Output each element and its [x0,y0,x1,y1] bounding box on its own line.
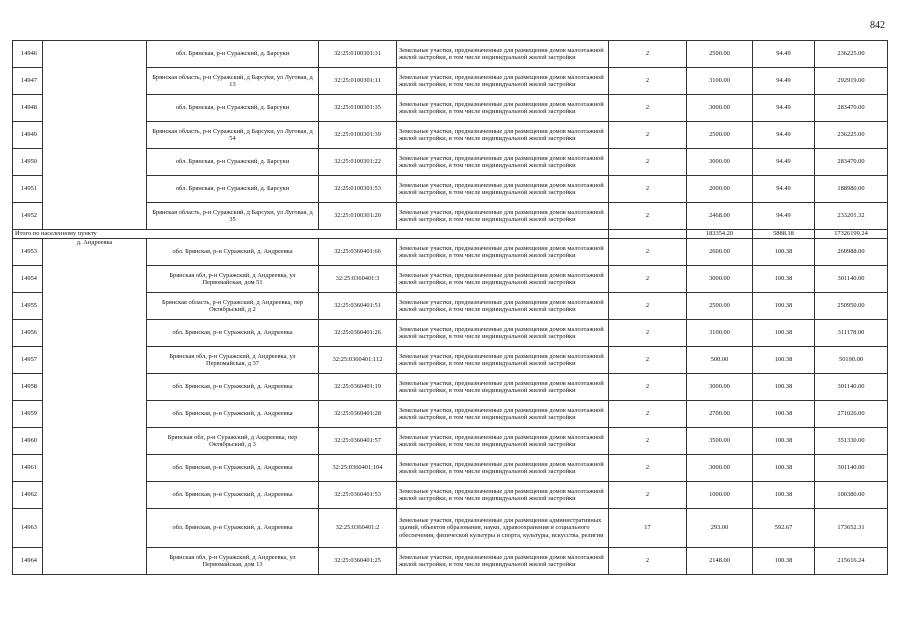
rate-value: 100.38 [753,401,815,428]
rate-value: 592.67 [753,509,815,548]
address-cell: обл. Брянская, р-н Суражский, д. Андреевка [147,482,319,509]
row-id: 14962 [13,482,43,509]
land-category: Земельные участки, предназначенные для размещения домов малоэтажной жилой застройки, в том числе индивидуальной жилой застройки [397,122,609,149]
group-number: 17 [609,509,687,548]
land-category: Земельные участки, предназначенные для размещения домов малоэтажной жилой застройки, в том числе индивидуальной жилой застройки [397,401,609,428]
row-id: 14949 [13,122,43,149]
group-number: 2 [609,176,687,203]
address-cell: обл. Брянская, р-н Суражский, д. Андреевка [147,401,319,428]
cadastral-number: 32:25:0360401:53 [319,482,397,509]
total-group-cell [609,230,687,239]
cadastral-value: 188980.00 [815,176,888,203]
area-value: 2700.00 [687,401,753,428]
cadastral-value: 292919.00 [815,68,888,95]
cadastral-number: 32:25:0360401:28 [319,401,397,428]
cadastral-value: 311178.00 [815,320,888,347]
land-category: Земельные участки, предназначенные для размещения домов малоэтажной жилой застройки, в том числе индивидуальной жилой застройки [397,320,609,347]
cadastral-value: 283470.00 [815,95,888,122]
area-value: 2000.00 [687,176,753,203]
total-rate: 5888.18 [753,230,815,239]
cadastral-number: 32:25:0100301:53 [319,176,397,203]
address-cell: обл. Брянская, р-н Суражский, д. Андреевка [147,320,319,347]
address-cell: обл. Брянская, р-н Суражский, д. Барсуки [147,149,319,176]
rate-value: 100.38 [753,548,815,575]
address-cell: обл. Брянская, р-н Суражский, д. Барсуки [147,95,319,122]
rate-value: 94.49 [753,95,815,122]
area-value: 2500.00 [687,122,753,149]
area-value: 2148.00 [687,548,753,575]
area-value: 2600.00 [687,239,753,266]
cadastral-number: 32:25:0360401:25 [319,548,397,575]
land-category: Земельные участки, предназначенные для размещения административных зданий, объектов образования, науки, здравоохранения и социального обеспечения, физической культуры и спорта, культуры, искусства, религии [397,509,609,548]
cadastral-number: 32:25:0100301:11 [319,68,397,95]
cadastral-value: 250950.00 [815,293,888,320]
row-id: 14958 [13,374,43,401]
land-category: Земельные участки, предназначенные для размещения домов малоэтажной жилой застройки, в том числе индивидуальной жилой застройки [397,548,609,575]
group-number: 2 [609,41,687,68]
cadastral-number: 32:25:0360401:51 [319,293,397,320]
group-number: 2 [609,68,687,95]
rate-value: 100.38 [753,482,815,509]
group-number: 2 [609,239,687,266]
row-id: 14954 [13,266,43,293]
rate-value: 100.38 [753,239,815,266]
row-id: 14960 [13,428,43,455]
land-category: Земельные участки, предназначенные для размещения домов малоэтажной жилой застройки, в том числе индивидуальной жилой застройки [397,239,609,266]
area-value: 3000.00 [687,374,753,401]
total-label: Итого по населенному пункту [13,230,609,239]
cadastral-value: 301140.00 [815,374,888,401]
address-cell: обл. Брянская, р-н Суражский, д. Барсуки [147,41,319,68]
cadastral-value: 283470.00 [815,149,888,176]
area-value: 2500.00 [687,293,753,320]
table-row [13,239,888,266]
cadastral-number: 32:25:0360401:2 [319,509,397,548]
cadastral-value-table [12,40,888,575]
area-value: 293.00 [687,509,753,548]
cadastral-value: 215616.24 [815,548,888,575]
row-id: 14946 [13,41,43,68]
group-number: 2 [609,548,687,575]
page-number: 842 [870,20,885,31]
land-category: Земельные участки, предназначенные для размещения домов малоэтажной жилой застройки, в том числе индивидуальной жилой застройки [397,41,609,68]
row-id: 14953 [13,239,43,266]
cadastral-value: 301140.00 [815,266,888,293]
cadastral-number: 32:25:0100301:31 [319,41,397,68]
cadastral-number: 32:25:0360401:26 [319,320,397,347]
group-number: 2 [609,95,687,122]
cadastral-value: 260988.00 [815,239,888,266]
rate-value: 100.38 [753,428,815,455]
cadastral-number: 32:25:0360401:19 [319,374,397,401]
cadastral-number: 32:25:0100301:35 [319,95,397,122]
locality-cell [43,41,147,230]
total-area: 183354.20 [687,230,753,239]
area-value: 3100.00 [687,320,753,347]
area-value: 3000.00 [687,149,753,176]
address-cell: Брянская обл, р-н Суражский, д Андреевка, ул Первомайская, дом 13 [147,548,319,575]
area-value: 3500.00 [687,428,753,455]
group-number: 2 [609,455,687,482]
area-value: 2468.00 [687,203,753,230]
row-id: 14961 [13,455,43,482]
row-id: 14950 [13,149,43,176]
row-id: 14947 [13,68,43,95]
cadastral-value: 173652.31 [815,509,888,548]
cadastral-number: 32:25:0360401:104 [319,455,397,482]
address-cell: обл. Брянская, р-н Суражский, д. Андреевка [147,509,319,548]
rate-value: 100.38 [753,455,815,482]
locality-total-row [13,230,888,239]
area-value: 3000.00 [687,266,753,293]
address-cell: обл. Брянская, р-н Суражский, д. Барсуки [147,176,319,203]
cadastral-value: 271026.00 [815,401,888,428]
cadastral-value: 236225.00 [815,122,888,149]
group-number: 2 [609,266,687,293]
address-cell: обл. Брянская, р-н Суражский, д. Андреевка [147,239,319,266]
locality-cell: д. Андреевка [43,239,147,575]
area-value: 3000.00 [687,455,753,482]
address-cell: обл. Брянская, р-н Суражский, д. Андреевка [147,455,319,482]
rate-value: 100.38 [753,347,815,374]
cadastral-number: 32:25:0100301:20 [319,203,397,230]
cadastral-number: 32:25:0360401:66 [319,239,397,266]
cadastral-number: 32:25:0360401:112 [319,347,397,374]
land-category: Земельные участки, предназначенные для размещения домов малоэтажной жилой застройки, в том числе индивидуальной жилой застройки [397,374,609,401]
rate-value: 94.49 [753,122,815,149]
rate-value: 100.38 [753,374,815,401]
cadastral-value: 50190.00 [815,347,888,374]
address-cell: обл. Брянская, р-н Суражский, д. Андреевка [147,374,319,401]
area-value: 3100.00 [687,68,753,95]
group-number: 2 [609,122,687,149]
group-number: 2 [609,149,687,176]
cadastral-value: 351330.00 [815,428,888,455]
total-value: 17326199.24 [815,230,888,239]
area-value: 2500.00 [687,41,753,68]
rate-value: 100.38 [753,293,815,320]
land-category: Земельные участки, предназначенные для размещения домов малоэтажной жилой застройки, в том числе индивидуальной жилой застройки [397,203,609,230]
rate-value: 100.38 [753,266,815,293]
land-category: Земельные участки, предназначенные для размещения домов малоэтажной жилой застройки, в том числе индивидуальной жилой застройки [397,482,609,509]
area-value: 500.00 [687,347,753,374]
cadastral-number: 32:25:0100301:22 [319,149,397,176]
rate-value: 94.49 [753,149,815,176]
group-number: 2 [609,320,687,347]
group-number: 2 [609,401,687,428]
address-cell: Брянская обл, р-н Суражский, д Андреевка, ул Первомайская, д 37 [147,347,319,374]
cadastral-value: 100380.00 [815,482,888,509]
land-category: Земельные участки, предназначенные для размещения домов малоэтажной жилой застройки, в том числе индивидуальной жилой застройки [397,266,609,293]
land-category: Земельные участки, предназначенные для размещения домов малоэтажной жилой застройки, в том числе индивидуальной жилой застройки [397,428,609,455]
group-number: 2 [609,482,687,509]
land-category: Земельные участки, предназначенные для размещения домов малоэтажной жилой застройки, в том числе индивидуальной жилой застройки [397,68,609,95]
address-cell: Брянская область, р-н Суражский, д Барсуки, ул Луговая, д 35 [147,203,319,230]
row-id: 14963 [13,509,43,548]
group-number: 2 [609,428,687,455]
area-value: 3000.00 [687,95,753,122]
cadastral-number: 32:25:0100301:39 [319,122,397,149]
address-cell: Брянская область, р-н Суражский, д Барсуки, ул Луговая, д 13 [147,68,319,95]
group-number: 2 [609,203,687,230]
row-id: 14964 [13,548,43,575]
rate-value: 100.38 [753,320,815,347]
address-cell: Брянская обл, р-н Суражский, д Андреевка, ул Первомайская, дом 51 [147,266,319,293]
area-value: 1000.00 [687,482,753,509]
cadastral-value: 233201.32 [815,203,888,230]
cadastral-value: 301140.00 [815,455,888,482]
address-cell: Брянская область, р-н Суражский, д Барсуки, ул Луговая, д 54 [147,122,319,149]
group-number: 2 [609,347,687,374]
land-category: Земельные участки, предназначенные для размещения домов малоэтажной жилой застройки, в том числе индивидуальной жилой застройки [397,176,609,203]
row-id: 14948 [13,95,43,122]
address-cell: Брянская обл, р-н Суражский, д Андреевка, пер Октябрьский, д 3 [147,428,319,455]
rate-value: 94.49 [753,176,815,203]
row-id: 14952 [13,203,43,230]
table-row [13,41,888,68]
land-category: Земельные участки, предназначенные для размещения домов малоэтажной жилой застройки, в том числе индивидуальной жилой застройки [397,149,609,176]
row-id: 14957 [13,347,43,374]
cadastral-number: 32:25:0360401:57 [319,428,397,455]
group-number: 2 [609,293,687,320]
row-id: 14955 [13,293,43,320]
land-category: Земельные участки, предназначенные для размещения домов малоэтажной жилой застройки, в том числе индивидуальной жилой застройки [397,455,609,482]
cadastral-number: 32:25:0360401:3 [319,266,397,293]
group-number: 2 [609,374,687,401]
rate-value: 94.49 [753,68,815,95]
row-id: 14956 [13,320,43,347]
land-category: Земельные участки, предназначенные для размещения домов малоэтажной жилой застройки, в том числе индивидуальной жилой застройки [397,293,609,320]
land-category: Земельные участки, предназначенные для размещения домов малоэтажной жилой застройки, в том числе индивидуальной жилой застройки [397,347,609,374]
row-id: 14959 [13,401,43,428]
rate-value: 94.49 [753,41,815,68]
rate-value: 94.49 [753,203,815,230]
row-id: 14951 [13,176,43,203]
address-cell: Брянская область, р-н Суражский, д Андреевка, пер Октябрьский, д 2 [147,293,319,320]
land-category: Земельные участки, предназначенные для размещения домов малоэтажной жилой застройки, в том числе индивидуальной жилой застройки [397,95,609,122]
cadastral-value: 236225.00 [815,41,888,68]
